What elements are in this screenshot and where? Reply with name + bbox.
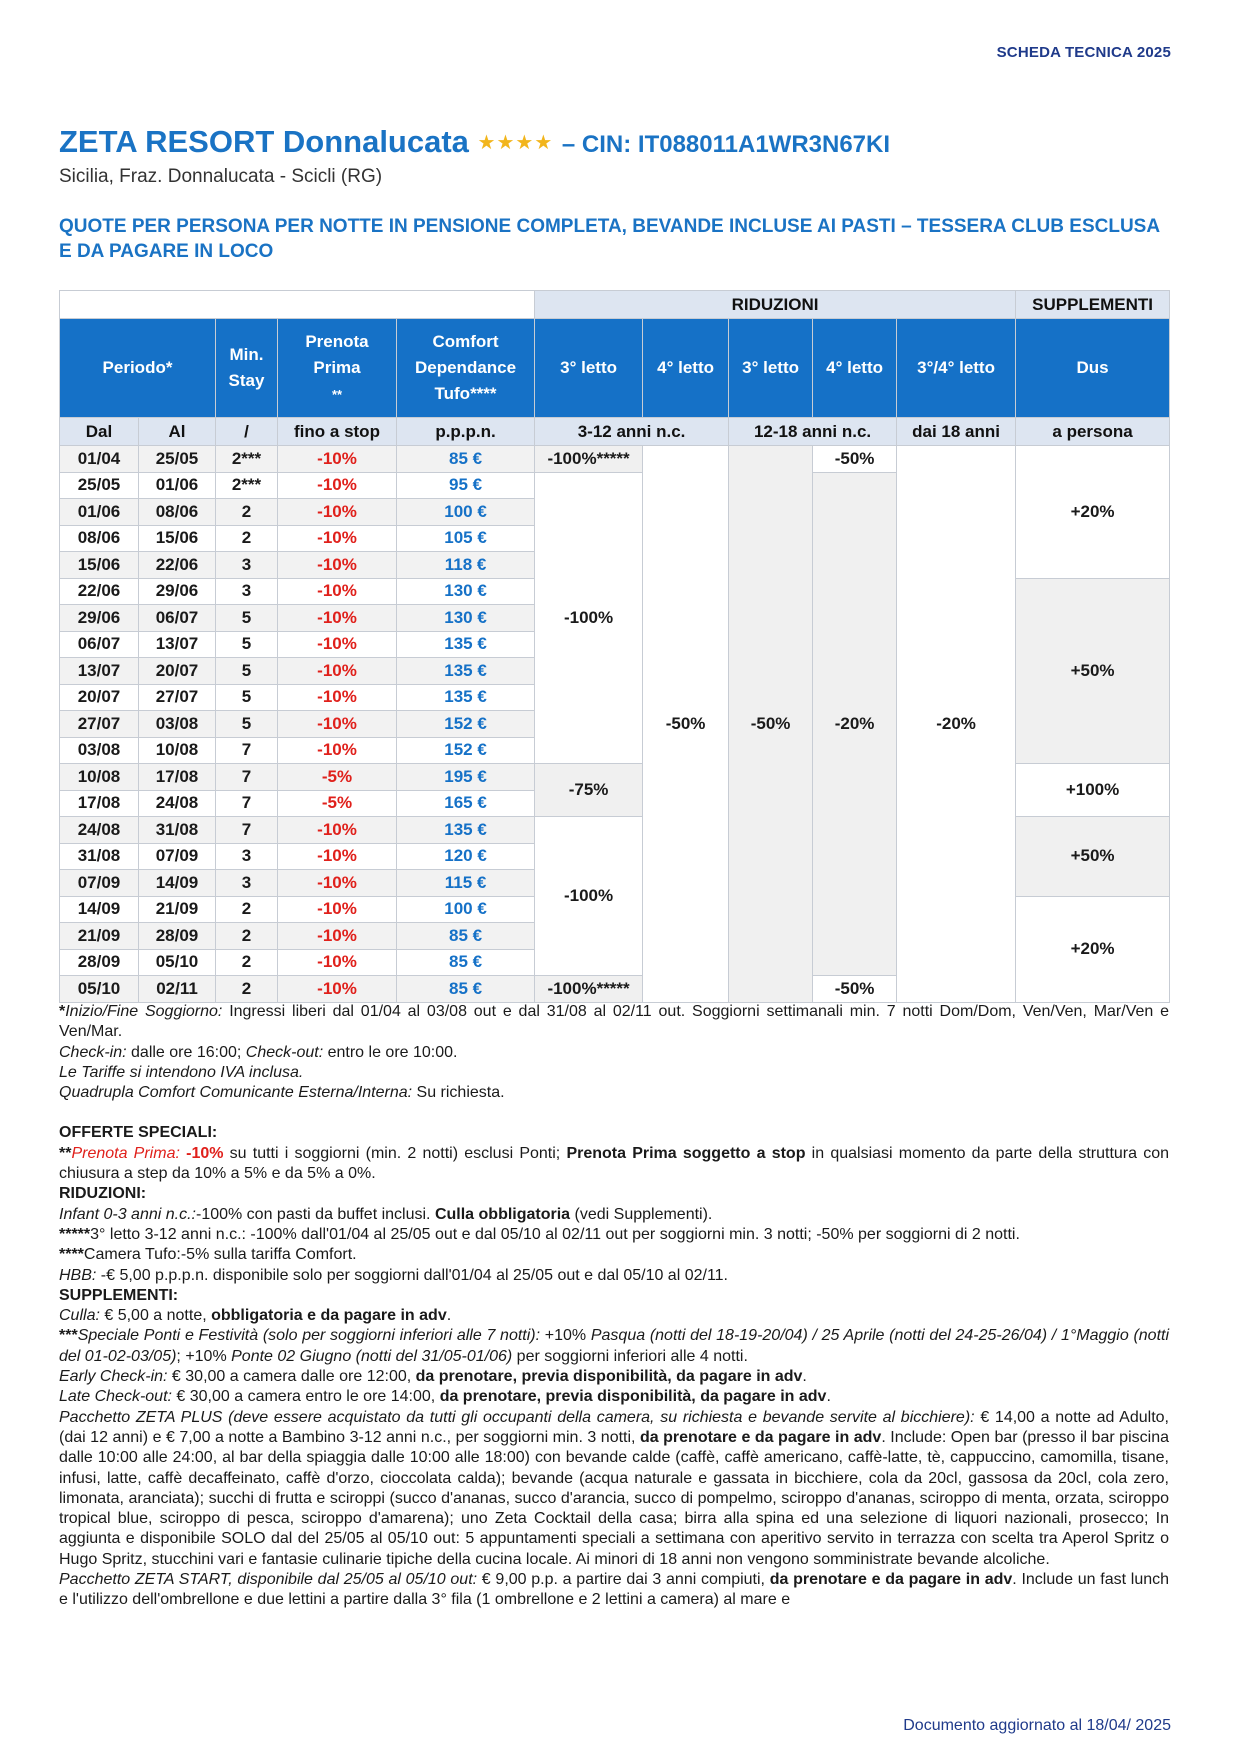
reduction-3-4-letto-adult: -20% bbox=[897, 446, 1016, 1003]
col-header-4-letto-teen: 4° letto bbox=[813, 319, 897, 418]
period-to: 24/08 bbox=[139, 790, 216, 817]
prenota-prima: -5% bbox=[278, 790, 397, 817]
note-text: Camera Tufo:-5% sulla tariffa Comfort. bbox=[83, 1246, 357, 1264]
comfort-price: 135 € bbox=[397, 817, 535, 844]
note-label: Infant 0-3 anni n.c.: bbox=[59, 1205, 196, 1223]
sub-header-pppn: p.p.p.n. bbox=[397, 418, 535, 446]
prenota-label: Prenota bbox=[305, 331, 369, 351]
period-to: 25/05 bbox=[139, 446, 216, 473]
comfort-price: 130 € bbox=[397, 578, 535, 605]
prenota-prima: -10% bbox=[278, 711, 397, 738]
note-text: € 30,00 a camera dalle ore 12:00, bbox=[167, 1368, 416, 1386]
offerte-title bbox=[59, 1123, 1169, 1143]
sub-header-stop: fino a stop bbox=[278, 418, 397, 446]
min-stay: 3 bbox=[216, 578, 278, 605]
comfort-label: Comfort bbox=[432, 332, 499, 351]
col-header-dus: Dus bbox=[1016, 319, 1170, 418]
period-from: 24/08 bbox=[60, 817, 139, 844]
sub-header-al: Al bbox=[139, 418, 216, 446]
min-stay: 3 bbox=[216, 870, 278, 897]
note-label: HBB: bbox=[59, 1266, 97, 1284]
prenota-prima: -10% bbox=[278, 817, 397, 844]
comfort-price: 135 € bbox=[397, 631, 535, 658]
supplemento-early-checkin bbox=[59, 1367, 1169, 1387]
note-text: 3° letto 3-12 anni n.c.: -100% dall'01/04 al 25/05 out e dal 05/10 al 02/11 out per soggiorni min. 3 notti; -50% per soggiorni di 2 notti. bbox=[90, 1225, 1020, 1243]
prenota-prima: -10% bbox=[278, 605, 397, 632]
min-stay: 5 bbox=[216, 631, 278, 658]
period-to: 28/09 bbox=[139, 923, 216, 950]
star-rating-icon: ★★★★ bbox=[477, 132, 554, 154]
min-stay: 2 bbox=[216, 923, 278, 950]
min-stay: 5 bbox=[216, 658, 278, 685]
stay-label: Stay bbox=[228, 371, 265, 390]
note-mark: **** bbox=[59, 1246, 84, 1264]
period-to: 20/07 bbox=[139, 658, 216, 685]
min-stay: 5 bbox=[216, 711, 278, 738]
prenota-prima: -10% bbox=[278, 658, 397, 685]
period-to: 07/09 bbox=[139, 843, 216, 870]
prenota-prima: -10% bbox=[278, 525, 397, 552]
note-label: Pacchetto ZETA PLUS (deve essere acquistato da tutti gli occupanti della camera, su richiesta e bevande servite al bicchiere): bbox=[59, 1408, 975, 1426]
dependance-label: Dependance bbox=[414, 358, 517, 377]
hotel-header bbox=[59, 124, 1179, 188]
min-stay: 2 bbox=[216, 949, 278, 976]
prenota-prima: -10% bbox=[278, 472, 397, 499]
col-header-4-letto: 4° letto bbox=[643, 319, 729, 418]
note-text: -100% con pasti da buffet inclusi. bbox=[195, 1205, 435, 1223]
col-header-periodo: Periodo* bbox=[60, 319, 216, 418]
note-text: € 30,00 a camera entro le ore 14:00, bbox=[171, 1388, 440, 1406]
note-mark: ***** bbox=[59, 1225, 91, 1243]
section-title: SUPPLEMENTI: bbox=[59, 1286, 179, 1304]
period-from: 22/06 bbox=[60, 578, 139, 605]
period-from: 10/08 bbox=[60, 764, 139, 791]
period-to: 22/06 bbox=[139, 552, 216, 579]
prenota-prima: -10% bbox=[278, 499, 397, 526]
reduction-3-letto-child: -100% bbox=[535, 472, 643, 764]
supplemento-ponti bbox=[59, 1326, 1169, 1367]
min-stay: 5 bbox=[216, 684, 278, 711]
prenota-prima: -10% bbox=[278, 446, 397, 473]
period-from: 07/09 bbox=[60, 870, 139, 897]
period-to: 10/08 bbox=[139, 737, 216, 764]
period-to: 14/09 bbox=[139, 870, 216, 897]
period-to: 08/06 bbox=[139, 499, 216, 526]
min-stay: 3 bbox=[216, 843, 278, 870]
period-from: 27/07 bbox=[60, 711, 139, 738]
table-row bbox=[60, 446, 1170, 473]
group-header-supplementi: SUPPLEMENTI bbox=[1016, 291, 1170, 319]
prenota-prima: -10% bbox=[278, 949, 397, 976]
reduction-3-letto-child: -100%***** bbox=[535, 446, 643, 473]
col-header-3-letto-teen: 3° letto bbox=[729, 319, 813, 418]
note-bold: Prenota Prima soggetto a stop bbox=[566, 1144, 806, 1162]
note-text: . bbox=[446, 1307, 452, 1325]
notes-section bbox=[59, 1002, 1169, 1611]
prenota-prima: -10% bbox=[278, 976, 397, 1003]
col-header-3-4-letto-adult: 3°/4° letto bbox=[897, 319, 1016, 418]
note-text: -€ 5,00 p.p.p.n. disponibile solo per soggiorni dall'01/04 al 25/05 out e dal 05/10 al 02/11. bbox=[96, 1266, 728, 1284]
section-title: OFFERTE SPECIALI: bbox=[59, 1124, 218, 1142]
note-text: ; +10% bbox=[176, 1347, 232, 1365]
supplement-dus: +100% bbox=[1016, 764, 1170, 817]
comfort-price: 120 € bbox=[397, 843, 535, 870]
col-header-comfort bbox=[397, 319, 535, 418]
period-to: 15/06 bbox=[139, 525, 216, 552]
period-from: 28/09 bbox=[60, 949, 139, 976]
riduzione-tufo bbox=[59, 1245, 1169, 1265]
period-to: 21/09 bbox=[139, 896, 216, 923]
period-from: 13/07 bbox=[60, 658, 139, 685]
period-from: 21/09 bbox=[60, 923, 139, 950]
note-text: € 14,00 a notte ad Adulto, (dai 12 anni) e € 7,00 a notte a Bambino 3-12 anni n.c., per soggiorni min. 3 notti, bbox=[59, 1408, 1169, 1446]
comfort-price: 130 € bbox=[397, 605, 535, 632]
supplemento-zeta-plus bbox=[59, 1408, 1169, 1570]
document-type-label: SCHEDA TECNICA 2025 bbox=[996, 44, 1171, 61]
period-to: 06/07 bbox=[139, 605, 216, 632]
period-from: 29/06 bbox=[60, 605, 139, 632]
min-stay: 7 bbox=[216, 764, 278, 791]
comfort-price: 85 € bbox=[397, 976, 535, 1003]
sub-header-3-12: 3-12 anni n.c. bbox=[535, 418, 729, 446]
min-stay: 7 bbox=[216, 790, 278, 817]
reduction-4-letto-teen: -50% bbox=[813, 976, 897, 1003]
note-bold: obbligatoria e da pagare in adv bbox=[211, 1307, 447, 1325]
note-text: € 9,00 p.p. a partire dai 3 anni compiuti, bbox=[477, 1571, 770, 1589]
note-text: su tutti i soggiorni (min. 2 notti) esclusi Ponti; bbox=[223, 1144, 567, 1162]
note-label: Prenota Prima: bbox=[71, 1144, 180, 1162]
sub-header-18: dai 18 anni bbox=[897, 418, 1016, 446]
riduzione-3-letto bbox=[59, 1225, 1169, 1245]
footer-updated: Documento aggiornato al 18/04/ 2025 bbox=[903, 1717, 1171, 1734]
note-label: Speciale Ponti e Festività (solo per soggiorni inferiori alle 7 notti): bbox=[77, 1327, 541, 1345]
prenota-prima: -5% bbox=[278, 764, 397, 791]
period-to: 05/10 bbox=[139, 949, 216, 976]
period-from: 01/04 bbox=[60, 446, 139, 473]
prenota-prima: -10% bbox=[278, 737, 397, 764]
sub-header-dal: Dal bbox=[60, 418, 139, 446]
note-text: in qualsiasi momento da parte della struttura con chiusura a step da 10% a 5% e da 5% a 0%. bbox=[59, 1144, 1170, 1183]
min-stay: 5 bbox=[216, 605, 278, 632]
supplement-dus: +50% bbox=[1016, 817, 1170, 897]
prenota-prima: -10% bbox=[278, 896, 397, 923]
col-header-min-stay bbox=[216, 319, 278, 418]
prima-label: Prima bbox=[313, 357, 361, 377]
prenota-prima: -10% bbox=[278, 552, 397, 579]
hotel-name: ZETA RESORT Donnalucata bbox=[59, 124, 469, 159]
period-to: 02/11 bbox=[139, 976, 216, 1003]
sub-header-persona: a persona bbox=[1016, 418, 1170, 446]
note-label: Inizio/Fine Soggiorno: bbox=[65, 1003, 223, 1020]
prenota-prima: -10% bbox=[278, 870, 397, 897]
note-bold: da prenotare, previa disponibilità, da pagare in adv bbox=[415, 1368, 803, 1386]
reduction-4-letto-child: -50% bbox=[643, 446, 729, 1003]
note-italic: Ponte 02 Giugno (notti del 31/05-01/06) bbox=[231, 1347, 513, 1365]
period-from: 05/10 bbox=[60, 976, 139, 1003]
prenota-prima: -10% bbox=[278, 923, 397, 950]
supplemento-zeta-start bbox=[59, 1570, 1169, 1611]
note-text: Su richiesta. bbox=[412, 1084, 505, 1102]
prenota-prima: -10% bbox=[278, 631, 397, 658]
note-text: . Include un fast lunch e l'utilizzo dell'ombrellone e due lettini a partire dalla 3° fila (1 ombrellone e 2 lettini a camera) al mare e bbox=[59, 1571, 1170, 1609]
comfort-price: 115 € bbox=[397, 870, 535, 897]
min-label: Min. bbox=[229, 345, 264, 364]
prenota-prima: -10% bbox=[278, 684, 397, 711]
period-to: 31/08 bbox=[139, 817, 216, 844]
period-from: 08/06 bbox=[60, 525, 139, 552]
comfort-price: 95 € bbox=[397, 472, 535, 499]
min-stay: 2*** bbox=[216, 446, 278, 473]
hotel-title bbox=[59, 124, 1179, 160]
note-label: Early Check-in: bbox=[59, 1368, 168, 1386]
note-text: . Include: Open bar (presso il bar piscina dalle 10:00 alle 24:00, al bar della spiaggia dalle 10:00 alle 18:00) con bevande calde (caffè, caffè americano, caffè-latte, tè, cappuccino, camomilla, tisane, infusi, latte, caffè decaffeinato, caffè d'orzo, cioccolata calda); bevande (acqua naturale e gassata in bicchiere, cola da 20cl, gassosa da 20cl, cola zero, limonata, aranciata); succhi di frutta e sciroppi (succo d'ananas, succo d'arancia, succo di pompelmo, sciroppo d'ananas, sciroppo di menta, orzata, sciroppo tropical blue, sciroppo di pesca, sciroppo d'amarena); uno Zeta Cocktail della casa; birra alla spina ed una selezione di liquori nazionali, prosecco; In aggiunta e disponibile SOLO dal del 25/05 al 05/10 out: 5 appuntamenti speciali a settimana con aperitivo servito in terrazza con scelta tra Aperol Spritz o Hugo Spritz, stucchini vari e fantasie culinarie tipiche della cucina locale. Ai minori di 18 anni non vengono somministrate bevande alcoliche. bbox=[59, 1428, 1169, 1568]
note-label: Check-out: bbox=[245, 1043, 324, 1061]
header-blank bbox=[60, 291, 535, 319]
period-from: 03/08 bbox=[60, 737, 139, 764]
comfort-price: 165 € bbox=[397, 790, 535, 817]
note-bold: da prenotare e da pagare in adv bbox=[769, 1571, 1013, 1589]
rates-table bbox=[59, 290, 1170, 1003]
hotel-cin: – CIN: IT088011A1WR3N67KI bbox=[561, 131, 891, 158]
note-text: Le Tariffe si intendono IVA inclusa. bbox=[59, 1063, 304, 1081]
supplementi-title bbox=[59, 1286, 1169, 1306]
comfort-price: 85 € bbox=[397, 446, 535, 473]
note-pct: -10% bbox=[179, 1144, 224, 1162]
reduction-4-letto-teen: -20% bbox=[813, 472, 897, 976]
note-text: . bbox=[826, 1388, 831, 1406]
note-mark: * bbox=[59, 1003, 66, 1020]
comfort-price: 135 € bbox=[397, 684, 535, 711]
sub-header-slash: / bbox=[216, 418, 278, 446]
prenota-prima: -10% bbox=[278, 843, 397, 870]
note-label: Quadrupla Comfort Comunicante Esterna/Interna: bbox=[59, 1084, 413, 1102]
reduction-4-letto-teen: -50% bbox=[813, 446, 897, 473]
min-stay: 2 bbox=[216, 896, 278, 923]
period-to: 27/07 bbox=[139, 684, 216, 711]
min-stay: 2 bbox=[216, 525, 278, 552]
reduction-3-letto-child: -100%***** bbox=[535, 976, 643, 1003]
min-stay: 3 bbox=[216, 552, 278, 579]
min-stay: 7 bbox=[216, 817, 278, 844]
riduzioni-title bbox=[59, 1184, 1169, 1204]
min-stay: 7 bbox=[216, 737, 278, 764]
note-soggiorno bbox=[59, 1002, 1169, 1043]
min-stay: 2 bbox=[216, 499, 278, 526]
prenota-prima: -10% bbox=[278, 578, 397, 605]
period-from: 15/06 bbox=[60, 552, 139, 579]
reduction-3-letto-teen: -50% bbox=[729, 446, 813, 1003]
group-header-riduzioni: RIDUZIONI bbox=[535, 291, 1016, 319]
sub-header-12-18: 12-18 anni n.c. bbox=[729, 418, 897, 446]
note-mark: *** bbox=[59, 1327, 78, 1345]
period-from: 14/09 bbox=[60, 896, 139, 923]
note-bold: da prenotare, previa disponibilità, da pagare in adv bbox=[439, 1388, 827, 1406]
riduzione-hbb bbox=[59, 1266, 1169, 1286]
note-text: entro le ore 10:00. bbox=[323, 1043, 458, 1061]
note-label: Check-in: bbox=[59, 1043, 127, 1061]
note-label: Late Check-out: bbox=[59, 1388, 172, 1406]
period-to: 03/08 bbox=[139, 711, 216, 738]
comfort-price: 135 € bbox=[397, 658, 535, 685]
comfort-price: 100 € bbox=[397, 896, 535, 923]
supplement-dus: +20% bbox=[1016, 896, 1170, 1002]
tufo-label: Tufo**** bbox=[434, 384, 497, 403]
note-italic: Pasqua (notti del 18-19-20/04) / 25 Aprile (notti del 24-25-26/04) / 1°Maggio (notti del 01-02-03/05) bbox=[59, 1327, 1170, 1365]
comfort-price: 152 € bbox=[397, 711, 535, 738]
period-to: 01/06 bbox=[139, 472, 216, 499]
note-label: Culla: bbox=[59, 1307, 100, 1325]
comfort-price: 100 € bbox=[397, 499, 535, 526]
note-text: per soggiorni inferiori alle 4 notti. bbox=[512, 1347, 748, 1365]
note-text: (vedi Supplementi). bbox=[570, 1205, 713, 1223]
comfort-price: 85 € bbox=[397, 923, 535, 950]
reduction-3-letto-child: -75% bbox=[535, 764, 643, 817]
note-label: Pacchetto ZETA START, disponibile dal 25/05 al 05/10 out: bbox=[59, 1571, 478, 1589]
comfort-price: 118 € bbox=[397, 552, 535, 579]
offer-prenota-prima bbox=[59, 1144, 1169, 1185]
hotel-location: Sicilia, Fraz. Donnalucata - Scicli (RG) bbox=[59, 166, 383, 187]
col-header-3-letto: 3° letto bbox=[535, 319, 643, 418]
period-to: 29/06 bbox=[139, 578, 216, 605]
period-from: 01/06 bbox=[60, 499, 139, 526]
reduction-3-letto-child: -100% bbox=[535, 817, 643, 976]
supplement-dus: +50% bbox=[1016, 578, 1170, 764]
period-to: 13/07 bbox=[139, 631, 216, 658]
comfort-price: 152 € bbox=[397, 737, 535, 764]
note-checkin bbox=[59, 1043, 1169, 1063]
note-bold: da prenotare e da pagare in adv bbox=[639, 1428, 882, 1446]
note-bold: Culla obbligatoria bbox=[434, 1205, 571, 1223]
comfort-price: 195 € bbox=[397, 764, 535, 791]
supplemento-culla bbox=[59, 1306, 1169, 1326]
period-from: 20/07 bbox=[60, 684, 139, 711]
comfort-price: 85 € bbox=[397, 949, 535, 976]
comfort-price: 105 € bbox=[397, 525, 535, 552]
period-from: 17/08 bbox=[60, 790, 139, 817]
note-text: +10% bbox=[540, 1327, 591, 1345]
note-text: € 5,00 a notte, bbox=[99, 1307, 212, 1325]
note-iva bbox=[59, 1063, 1169, 1083]
note-text: dalle ore 16:00; bbox=[126, 1043, 246, 1061]
min-stay: 2*** bbox=[216, 472, 278, 499]
supplemento-late-checkout bbox=[59, 1387, 1169, 1407]
pricing-headline: QUOTE PER PERSONA PER NOTTE IN PENSIONE COMPLETA, BEVANDE INCLUSE AI PASTI – TESSERA CLUB ESCLUSA E DA PAGARE IN LOCO bbox=[59, 216, 1160, 262]
section-title: RIDUZIONI: bbox=[59, 1185, 147, 1203]
period-to: 17/08 bbox=[139, 764, 216, 791]
note-text: Ingressi liberi dal 01/04 al 03/08 out e dal 31/08 al 02/11 out. Soggiorni settimanali min. 7 notti Dom/Dom, Ven/Ven, Mar/Ven e Ven/Mar. bbox=[59, 1003, 1169, 1041]
note-mark: ** bbox=[59, 1144, 72, 1162]
riduzione-infant bbox=[59, 1205, 1169, 1225]
period-from: 25/05 bbox=[60, 472, 139, 499]
note-text: . bbox=[802, 1368, 807, 1386]
note-quadrupla bbox=[59, 1083, 1169, 1103]
supplement-dus: +20% bbox=[1016, 446, 1170, 579]
period-from: 06/07 bbox=[60, 631, 139, 658]
prenota-mark: ** bbox=[331, 386, 343, 402]
period-from: 31/08 bbox=[60, 843, 139, 870]
min-stay: 2 bbox=[216, 976, 278, 1003]
col-header-prenota-prima bbox=[278, 319, 397, 418]
